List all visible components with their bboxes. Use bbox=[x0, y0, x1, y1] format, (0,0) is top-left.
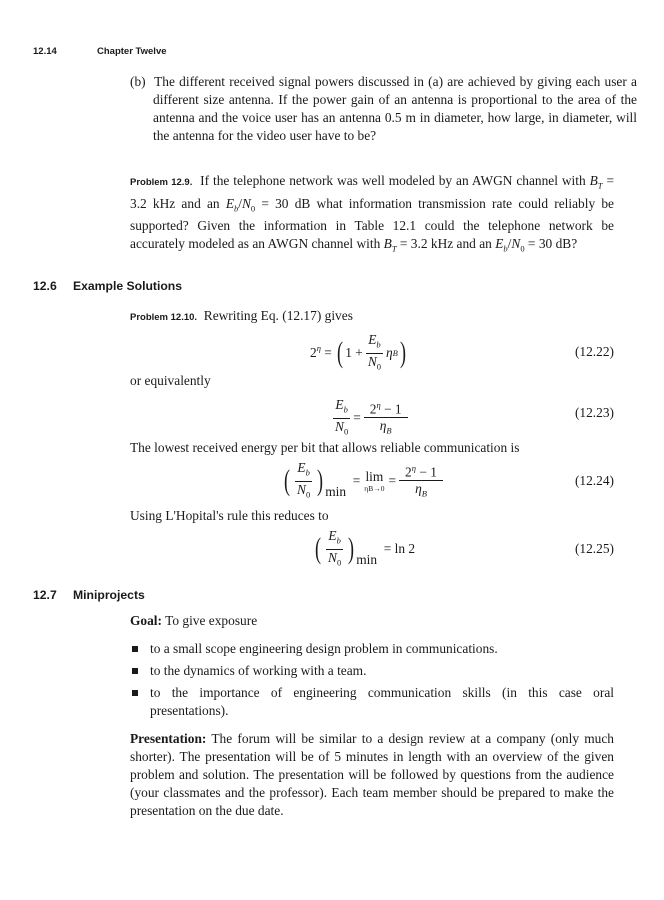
section-title: Example Solutions bbox=[73, 279, 183, 293]
presentation-label: Presentation: bbox=[130, 731, 207, 746]
part-b-paragraph bbox=[130, 73, 637, 145]
fraction bbox=[333, 397, 350, 439]
problem-label: Problem 12.9. bbox=[130, 177, 193, 188]
math: 2 bbox=[310, 345, 317, 360]
text: If the telephone network was well modeled by an AWGN channel with bbox=[200, 173, 590, 188]
fraction bbox=[295, 460, 312, 502]
text: Rewriting Eq. (12.17) gives bbox=[203, 308, 353, 323]
limit bbox=[364, 469, 384, 493]
math: min bbox=[325, 484, 347, 500]
text: = 3.2 kHz and an bbox=[130, 173, 614, 211]
math: 0 bbox=[305, 489, 311, 500]
text: to a small scope engineering design problem in communications. bbox=[150, 641, 498, 656]
math: + bbox=[355, 345, 363, 360]
math: N bbox=[367, 353, 377, 369]
presentation bbox=[130, 730, 614, 820]
equation-12-25 bbox=[313, 528, 415, 570]
math: ) bbox=[399, 336, 406, 369]
text: = 30 dB? bbox=[524, 236, 578, 252]
math: η bbox=[386, 345, 393, 360]
section-heading-12-7 bbox=[33, 588, 145, 602]
math: / bbox=[238, 195, 242, 211]
math: η bbox=[415, 480, 422, 496]
math: 0 bbox=[376, 361, 382, 372]
math: 1 bbox=[345, 345, 352, 360]
text: = 30 dB what information transmission rate could reliably be supported? Given the information in Table 12.1 could the telephone network be accurately modeled as an AWGN channel with bbox=[130, 195, 614, 252]
math: ( bbox=[337, 336, 344, 369]
equation-number: (12.24) bbox=[574, 473, 614, 488]
math: ( bbox=[284, 464, 290, 498]
goal bbox=[130, 612, 614, 630]
text: or equivalently bbox=[130, 373, 211, 388]
math: E bbox=[328, 528, 337, 543]
math: E bbox=[297, 460, 306, 475]
math: B bbox=[589, 173, 598, 188]
goal-list bbox=[130, 640, 614, 724]
problem-12-9 bbox=[130, 172, 614, 258]
math: N bbox=[335, 418, 344, 434]
page-number: 12.14 bbox=[33, 46, 57, 57]
text: = 3.2 kHz and an bbox=[396, 236, 496, 252]
math: − 1 bbox=[384, 401, 402, 417]
math: η bbox=[376, 400, 381, 411]
bullet-icon bbox=[132, 668, 138, 674]
running-header bbox=[33, 46, 167, 57]
section-number: 12.7 bbox=[33, 588, 57, 602]
list-item bbox=[130, 662, 614, 680]
equation-12-23 bbox=[330, 397, 411, 439]
math: 0 bbox=[343, 426, 349, 437]
math: ( bbox=[315, 532, 321, 566]
text: to the dynamics of working with a team. bbox=[150, 663, 367, 678]
math: ηB→0 bbox=[364, 484, 385, 494]
math: = ln 2 bbox=[383, 541, 416, 557]
goal-label: Goal: bbox=[130, 613, 162, 628]
section-title: Miniprojects bbox=[73, 588, 145, 602]
bullet-icon bbox=[132, 690, 138, 696]
math: E bbox=[335, 397, 344, 412]
section-number: 12.6 bbox=[33, 279, 57, 293]
text: To give exposure bbox=[165, 613, 258, 628]
list-item bbox=[130, 684, 614, 720]
problem-12-10 bbox=[130, 307, 614, 327]
math: N bbox=[511, 236, 521, 252]
math: min bbox=[356, 552, 378, 568]
math: ) bbox=[348, 532, 355, 566]
section-heading-12-6 bbox=[33, 279, 183, 293]
math: b bbox=[343, 404, 348, 415]
math: N bbox=[328, 549, 337, 565]
math: E bbox=[495, 236, 504, 252]
text: to the importance of engineering communication skills (in this case oral presentations). bbox=[150, 685, 614, 718]
math: B bbox=[392, 348, 398, 358]
text: Using L'Hopital's rule this reduces to bbox=[130, 508, 329, 523]
fraction bbox=[364, 398, 408, 438]
math: 0 bbox=[336, 557, 342, 568]
fraction bbox=[399, 461, 443, 501]
fraction bbox=[326, 528, 343, 570]
math: = bbox=[353, 410, 361, 426]
math: E bbox=[368, 331, 377, 347]
chapter-title: Chapter Twelve bbox=[97, 46, 167, 57]
math: B bbox=[421, 488, 427, 499]
math: B bbox=[383, 236, 392, 252]
problem-label: Problem 12.10. bbox=[130, 312, 198, 323]
equation-number: (12.23) bbox=[574, 405, 614, 420]
math: T bbox=[597, 180, 603, 191]
math: = bbox=[388, 473, 397, 489]
math: b bbox=[503, 244, 508, 255]
part-label: (b) bbox=[130, 74, 146, 89]
text: The forum will be similar to a design review at a company (only much shorter). The presentation will be of 5 minutes in length with an overview of the given problem and solution. The presentation will be followed by questions from the audience (your classmates and the professor). Each team member should be prepared to make the presentation on the due date. bbox=[130, 731, 615, 818]
math: T bbox=[391, 244, 397, 255]
math: − 1 bbox=[419, 464, 437, 480]
math: η bbox=[411, 463, 416, 474]
fraction bbox=[366, 332, 383, 374]
math: N bbox=[241, 195, 251, 211]
math: 0 bbox=[250, 203, 256, 214]
part-b-text: The different received signal powers discussed in (a) are achieved by giving each user a different size antenna. If the power gain of an antenna is proportional to the area of the antenna and the voice user has an antenna 0.5 m in diameter, how large, in diameter, will the antenna for the video user have to be? bbox=[153, 74, 638, 143]
math: b bbox=[336, 535, 341, 546]
math: b bbox=[305, 467, 310, 478]
math: B bbox=[386, 425, 392, 436]
math: b bbox=[376, 339, 381, 350]
math: 2 bbox=[369, 401, 377, 417]
equation-12-24 bbox=[282, 460, 446, 502]
math: η bbox=[316, 343, 321, 353]
math: lim bbox=[365, 469, 384, 485]
math: = bbox=[324, 345, 332, 360]
bullet-icon bbox=[132, 646, 138, 652]
math: η bbox=[379, 417, 387, 433]
math: N bbox=[297, 481, 306, 497]
math: E bbox=[225, 195, 234, 211]
math: b bbox=[234, 203, 239, 214]
math: 2 bbox=[405, 464, 412, 480]
math: ) bbox=[317, 464, 324, 498]
equation-number: (12.22) bbox=[574, 344, 614, 359]
equation-number: (12.25) bbox=[574, 541, 614, 556]
math: / bbox=[507, 236, 512, 252]
text: The lowest received energy per bit that allows reliable communication is bbox=[130, 440, 520, 455]
math: = bbox=[352, 473, 361, 489]
equation-12-22 bbox=[310, 333, 408, 373]
list-item bbox=[130, 640, 614, 658]
math: 0 bbox=[520, 244, 525, 255]
